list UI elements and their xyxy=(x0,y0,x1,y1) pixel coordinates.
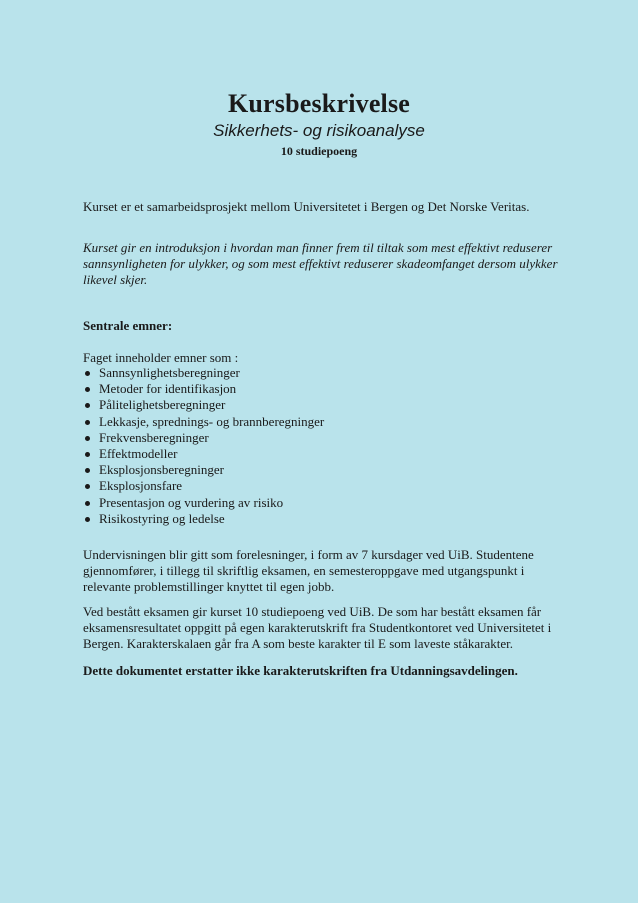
list-item: Metoder for identifikasjon xyxy=(83,381,324,397)
bullet-icon xyxy=(85,517,90,522)
bullet-icon xyxy=(85,484,90,489)
bullet-icon xyxy=(85,436,90,441)
list-item: Sannsynlighetsberegninger xyxy=(83,365,324,381)
grading-paragraph: Ved bestått eksamen gir kurset 10 studiepoeng ved UiB. De som har bestått eksamen får eksamensresultatet oppgitt på egen karakterutskrift fra Studentkontoret ved Universitetet i Bergen. Karakterskalaen går fra A som beste karakter til E som laveste ståkarakter. xyxy=(83,604,552,651)
bullet-icon xyxy=(85,371,90,376)
bullet-icon xyxy=(85,403,90,408)
list-item: Pålitelighetsberegninger xyxy=(83,397,324,413)
list-item: Eksplosjonsberegninger xyxy=(83,462,324,478)
intro-paragraph: Kurset er et samarbeidsprosjekt mellom Universitetet i Bergen og Det Norske Veritas. xyxy=(83,199,530,214)
document-subtitle: Sikkerhets- og risikoanalyse xyxy=(213,121,425,140)
bullet-icon xyxy=(85,501,90,506)
topics-heading: Sentrale emner: xyxy=(83,318,173,333)
topics-list xyxy=(83,365,324,527)
list-item: Presentasjon og vurdering av risiko xyxy=(83,495,324,511)
list-item: Frekvensberegninger xyxy=(83,430,324,446)
summary-paragraph: Kurset gir en introduksjon i hvordan man finner frem til tiltak som mest effektivt reduserer sannsynligheten for ulykker, og som mest effektivt reduserer skadeomfanget dersom ulykker likevel skjer. xyxy=(83,240,558,287)
bullet-icon xyxy=(85,468,90,473)
list-item: Lekkasje, sprednings- og brannberegninger xyxy=(83,414,324,430)
teaching-paragraph: Undervisningen blir gitt som forelesninger, i form av 7 kursdager ved UiB. Studentene gjennomfører, i tillegg til skriftlig eksamen, en semesteroppgave med utgangspunkt i relevante problemstillinger knyttet til egen jobb. xyxy=(83,547,534,594)
list-item: Risikostyring og ledelse xyxy=(83,511,324,527)
document-title: Kursbeskrivelse xyxy=(227,89,411,118)
disclaimer-text: Dette dokumentet erstatter ikke karakterutskriften fra Utdanningsavdelingen. xyxy=(83,663,518,678)
bullet-icon xyxy=(85,452,90,457)
topics-lead: Faget inneholder emner som : xyxy=(83,350,239,365)
bullet-icon xyxy=(85,420,90,425)
list-item: Eksplosjonsfare xyxy=(83,478,324,494)
list-item: Effektmodeller xyxy=(83,446,324,462)
bullet-icon xyxy=(85,387,90,392)
credits-label: 10 studiepoeng xyxy=(280,144,358,158)
